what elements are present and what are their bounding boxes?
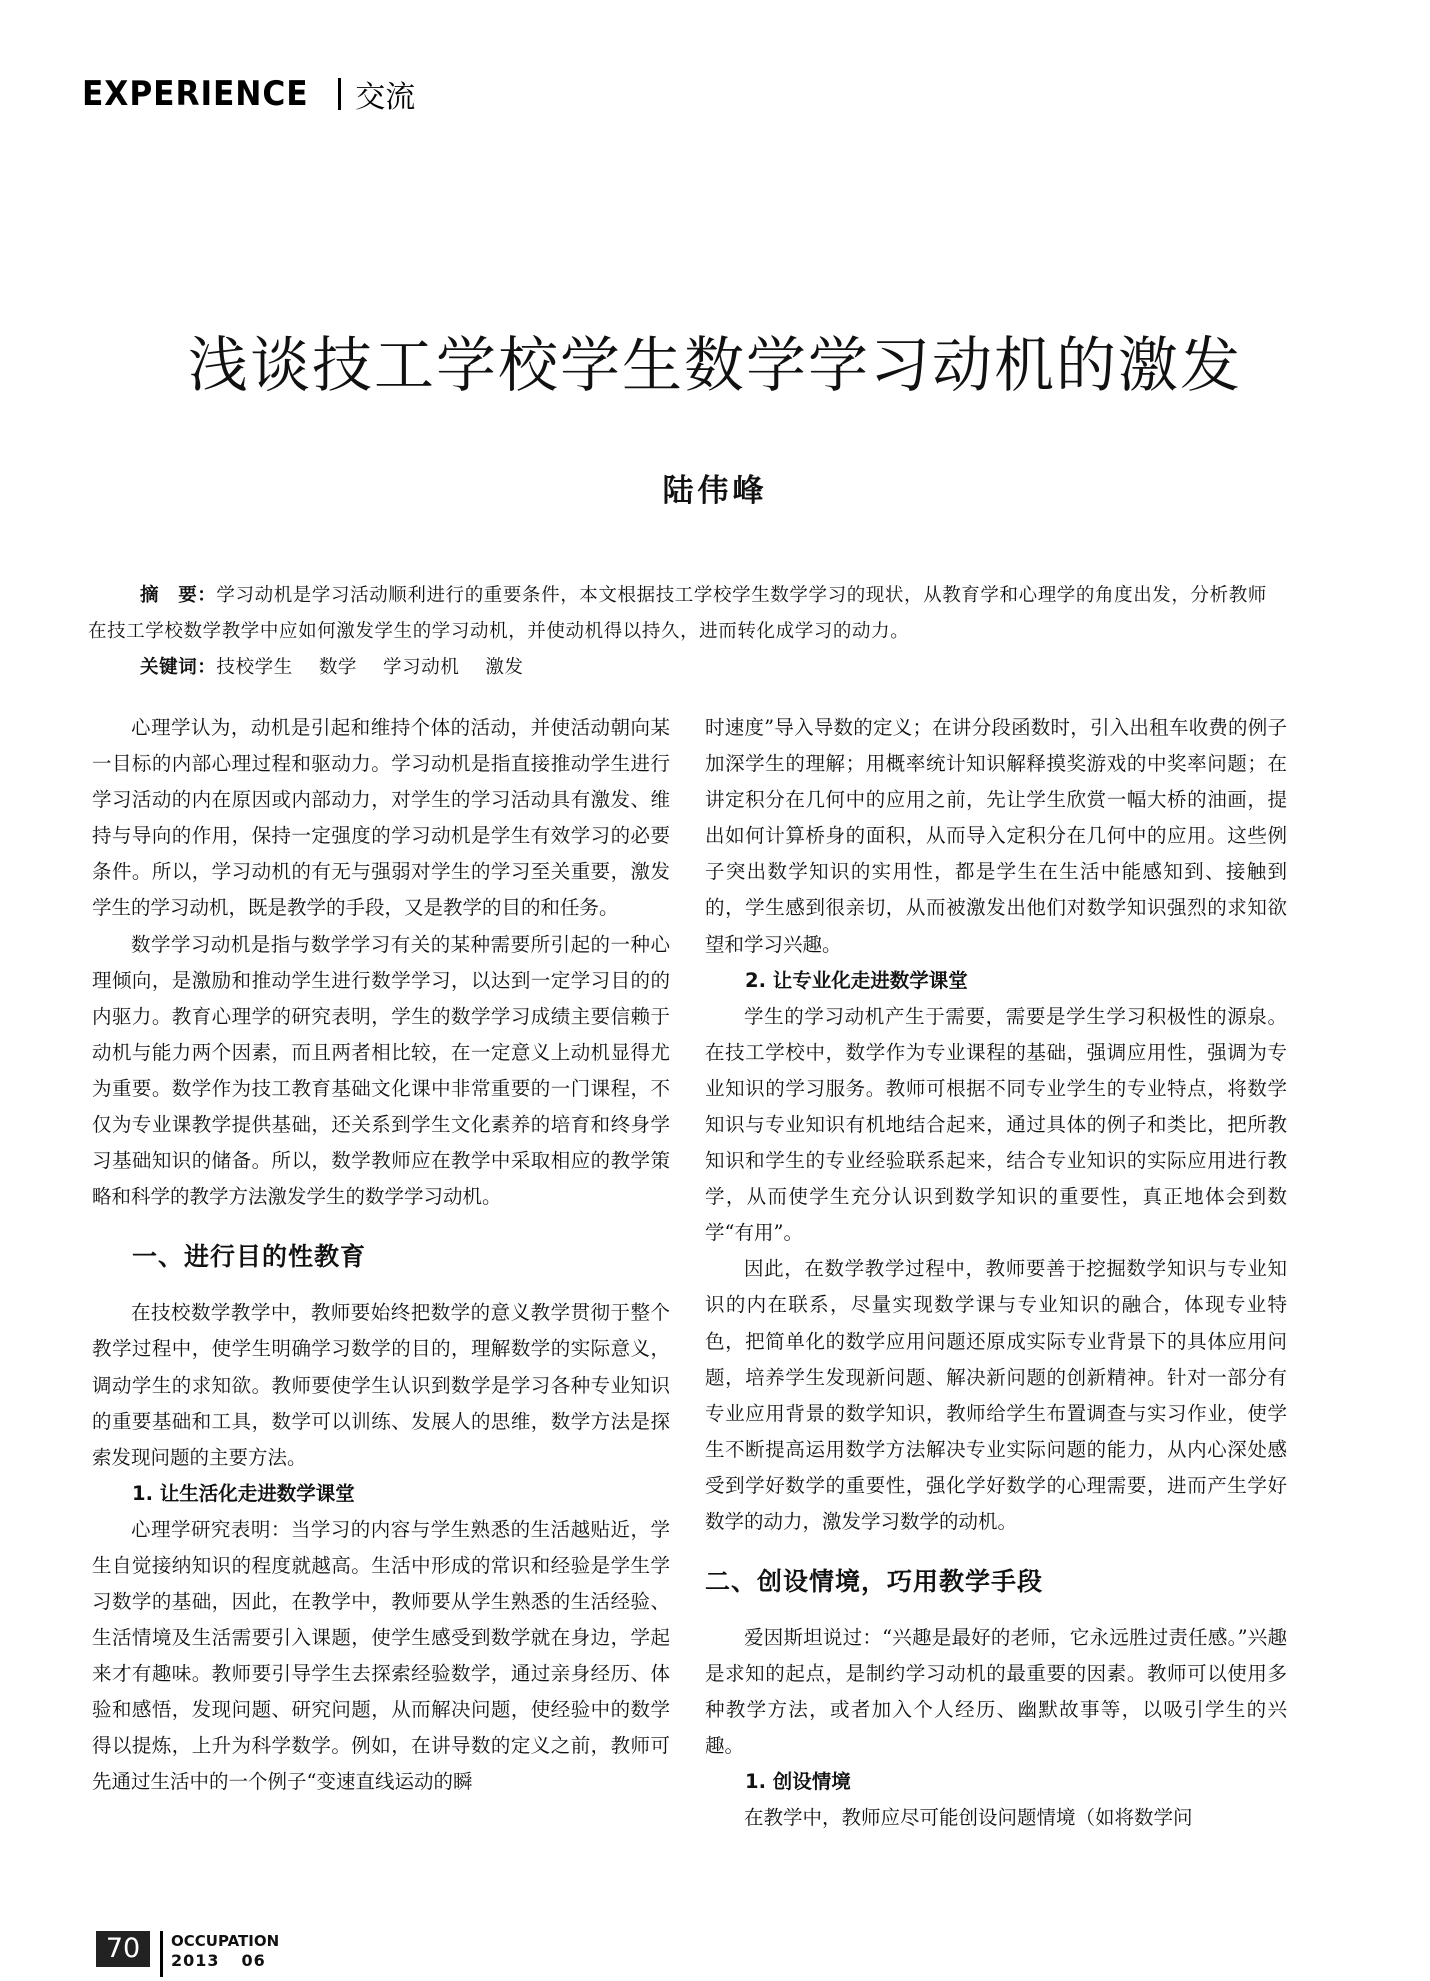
article-author: 陆伟峰 <box>662 473 768 509</box>
body-paragraph: 时速度”导入导数的定义；在讲分段函数时，引入出租车收费的例子加深学生的理解；用概率统计知识解释摸奖游戏的中奖率问题；在讲定积分在几何中的应用之前，先让学生欣赏一幅大桥的油画，提出如何计算桥身的面积，从而导入定积分在几何中的应用。这些例子突出数学知识的实用性，都是学生在生活中能感知到、接触到的，学生感到很亲切，从而被激发出他们对数学知识强烈的求知欲望和学习兴趣。 <box>705 716 1287 956</box>
keyword: 学习动机 <box>383 657 460 678</box>
abstract-text: 学习动机是学习活动顺利进行的重要条件，本文根据技工学校学生数学学习的现状，从教育学和心理学的角度出发，分析教师在技工学校数学教学中应如何激发学生的学习动机，并使动机得以持久，进而转化成学习的动力。 <box>88 585 1267 642</box>
body-paragraph: 在技校数学教学中，教师要始终把数学的意义教学贯彻于整个教学过程中，使学生明确学习数学的目的，理解数学的实际意义，调动学生的求知欲。教师要使学生认识到数学是学习各种专业知识的重要基础和工具，数学可以训练、发展人的思维，数学方法是探索发现问题的主要方法。 <box>92 1301 670 1469</box>
right-column <box>705 710 1287 1837</box>
issue-number: 06 <box>241 1951 266 1970</box>
keywords-label: 关键词： <box>140 657 217 678</box>
abstract-block <box>88 578 1283 686</box>
page-number: 70 <box>96 1931 150 1967</box>
journal-issue <box>171 1951 279 1971</box>
body-paragraph: 在教学中，教师应尽可能创设问题情境（如将数学问 <box>744 1806 1193 1830</box>
body-paragraph: 心理学认为，动机是引起和维持个体的活动，并使活动朝向某一目标的内部心理过程和驱动力。学习动机是指直接推动学生进行学习活动的内在原因或内部动力，对学生的学习活动具有激发、维持与导向的作用，保持一定强度的学习动机是学生有效学习的必要条件。所以，学习动机的有无与强弱对学生的学习至关重要，激发学生的学习动机，既是教学的手段，又是教学的目的和任务。 <box>92 716 670 920</box>
left-column <box>92 710 670 1801</box>
issue-year: 2013 <box>171 1951 220 1970</box>
abstract-paragraph <box>88 578 1283 650</box>
keyword: 激发 <box>485 657 524 678</box>
subsection-heading: 1. 创设情境 <box>745 1770 851 1794</box>
keyword: 数学 <box>318 657 358 678</box>
body-paragraph: 爱因斯坦说过：“兴趣是最好的老师，它永远胜过责任感。”兴趣是求知的起点，是制约学习动机的最重要的因素。教师可以使用多种教学方法，或者加入个人经历、幽默故事等，以吸引学生的兴趣。 <box>705 1626 1287 1758</box>
keywords-row <box>88 650 1283 686</box>
body-paragraph: 数学学习动机是指与数学学习有关的某种需要所引起的一种心理倾向，是激励和推动学生进行数学学习，以达到一定学习目的的内驱力。教育心理学的研究表明，学生的数学学习成绩主要信赖于动机与能力两个因素，而且两者相比较，在一定意义上动机显得尤为重要。数学作为技工教育基础文化课中非常重要的一门课程，不仅为专业课教学提供基础，还关系到学生文化素养的培育和终身学习基础知识的储备。所以，数学教师应在教学中采取相应的教学策略和科学的教学方法激发学生的数学学习动机。 <box>92 932 670 1209</box>
body-paragraph: 心理学研究表明：当学习的内容与学生熟悉的生活越贴近，学生自觉接纳知识的程度就越高。生活中形成的常识和经验是学生学习数学的基础，因此，在教学中，教师要从学生熟悉的生活经验、生活情境及生活需要引入课题，使学生感受到数学就在身边，学起来才有趣味。教师要引导学生去探索经验数学，通过亲身经历、体验和感悟，发现问题、研究问题，从而解决问题，使经验中的数学得以提炼，上升为科学数学。例如，在讲导数的定义之前，教师可先通过生活中的一个例子“变速直线运动的瞬 <box>92 1517 670 1794</box>
page-footer <box>96 1931 279 1981</box>
footer-divider <box>160 1931 163 1977</box>
article-title: 浅谈技工学校学生数学学习动机的激发 <box>188 331 1242 401</box>
subsection-heading: 1. 让生活化走进数学课堂 <box>132 1481 355 1505</box>
header-divider <box>338 78 341 110</box>
body-paragraph: 学生的学习动机产生于需要，需要是学生学习积极性的源泉。在技工学校中，数学作为专业课程的基础，强调应用性，强调为专业知识的学习服务。教师可根据不同专业学生的专业特点，将数学知识与专业知识有机地结合起来，通过具体的例子和类比，把所教知识和学生的专业经验联系起来，结合专业知识的实际应用进行教学，从而使学生充分认识到数学知识的重要性，真正地体会到数学“有用”。 <box>705 1004 1287 1245</box>
journal-info <box>171 1931 279 1971</box>
column-brand: EXPERIENCE <box>82 74 309 114</box>
abstract-label: 摘 要： <box>140 585 217 606</box>
subsection-heading: 2. 让专业化走进数学课堂 <box>745 968 968 992</box>
column-section: 交流 <box>355 80 416 115</box>
section-heading: 二、创设情境，巧用教学手段 <box>705 1567 1044 1597</box>
body-paragraph: 因此，在数学教学过程中，教师要善于挖掘数学知识与专业知识的内在联系，尽量实现数学课与专业知识的融合，体现专业特色，把简单化的数学应用问题还原成实际专业背景下的具体应用问题，培养学生发现新问题、解决新问题的创新精神。针对一部分有专业应用背景的数学知识，教师给学生布置调查与实习作业，使学生不断提高运用数学方法解决专业实际问题的能力，从内心深处感受到学好数学的重要性，强化学好数学的心理需要，进而产生学好数学的动力，激发学习数学的动机。 <box>705 1257 1287 1533</box>
running-header <box>82 68 415 120</box>
journal-name: OCCUPATION <box>171 1932 280 1950</box>
keyword: 技校学生 <box>216 657 293 678</box>
section-heading: 一、进行目的性教育 <box>132 1242 367 1272</box>
